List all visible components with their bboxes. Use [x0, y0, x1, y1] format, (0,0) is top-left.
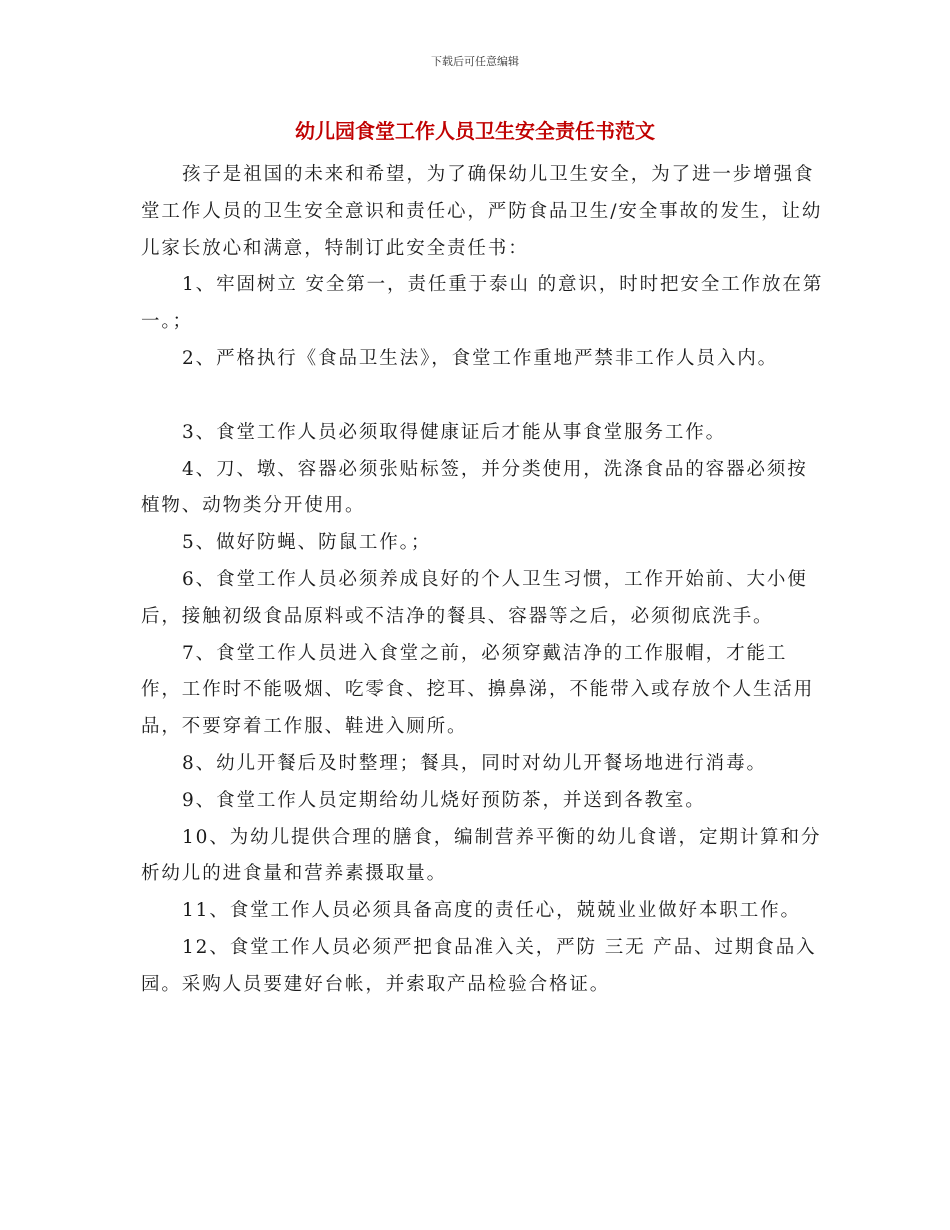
list-item: 6、食堂工作人员必须养成良好的个人卫生习惯，工作开始前、大小便后，接触初级食品原料或不洁净的餐具、容器等之后，必须彻底洗手。 — [141, 568, 808, 627]
list-item: 11、食堂工作人员必须具备高度的责任心，兢兢业业做好本职工作。 — [182, 900, 801, 922]
document-title: 幼儿园食堂工作人员卫生安全责任书范文 — [295, 119, 655, 143]
list-item: 5、做好防蝇、防鼠工作。； — [182, 532, 432, 554]
list-item: 8、幼儿开餐后及时整理；餐具，同时对幼儿开餐场地进行消毒。 — [182, 752, 767, 774]
list-item: 9、食堂工作人员定期给幼儿烧好预防茶，并送到各教室。 — [182, 789, 706, 811]
document-body — [141, 157, 826, 1004]
list-item: 1、牢固树立 安全第一，责任重于泰山 的意识，时时把安全工作放在第一。； — [141, 274, 824, 333]
list-item: 2、严格执行《食品卫生法》，食堂工作重地严禁非工作人员入内。 — [182, 347, 779, 369]
list-item: 3、食堂工作人员必须取得健康证后才能从事食堂服务工作。 — [182, 421, 727, 443]
page-header-note: 下载后可任意编辑 — [431, 55, 519, 68]
list-item: 10、为幼儿提供合理的膳食，编制营养平衡的幼儿食谱，定期计算和分析幼儿的进食量和营养素摄取量。 — [141, 826, 822, 885]
paragraph-gap — [141, 378, 826, 415]
intro-paragraph: 孩子是祖国的未来和希望，为了确保幼儿卫生安全，为了进一步增强食堂工作人员的卫生安全意识和责任心，严防食品卫生/安全事故的发生，让幼儿家长放心和满意，特制订此安全责任书： — [141, 164, 823, 259]
list-item: 12、食堂工作人员必须严把食品准入关，严防 三无 产品、过期食品入园。采购人员要建好台帐，并索取产品检验合格证。 — [141, 936, 817, 995]
list-item: 7、食堂工作人员进入食堂之前，必须穿戴洁净的工作服帽，才能工作，工作时不能吸烟、吃零食、挖耳、擤鼻涕，不能带入或存放个人生活用品，不要穿着工作服、鞋进入厕所。 — [141, 642, 815, 738]
list-item: 4、刀、墩、容器必须张贴标签，并分类使用，洗涤食品的容器必须按植物、动物类分开使用。 — [141, 458, 808, 517]
